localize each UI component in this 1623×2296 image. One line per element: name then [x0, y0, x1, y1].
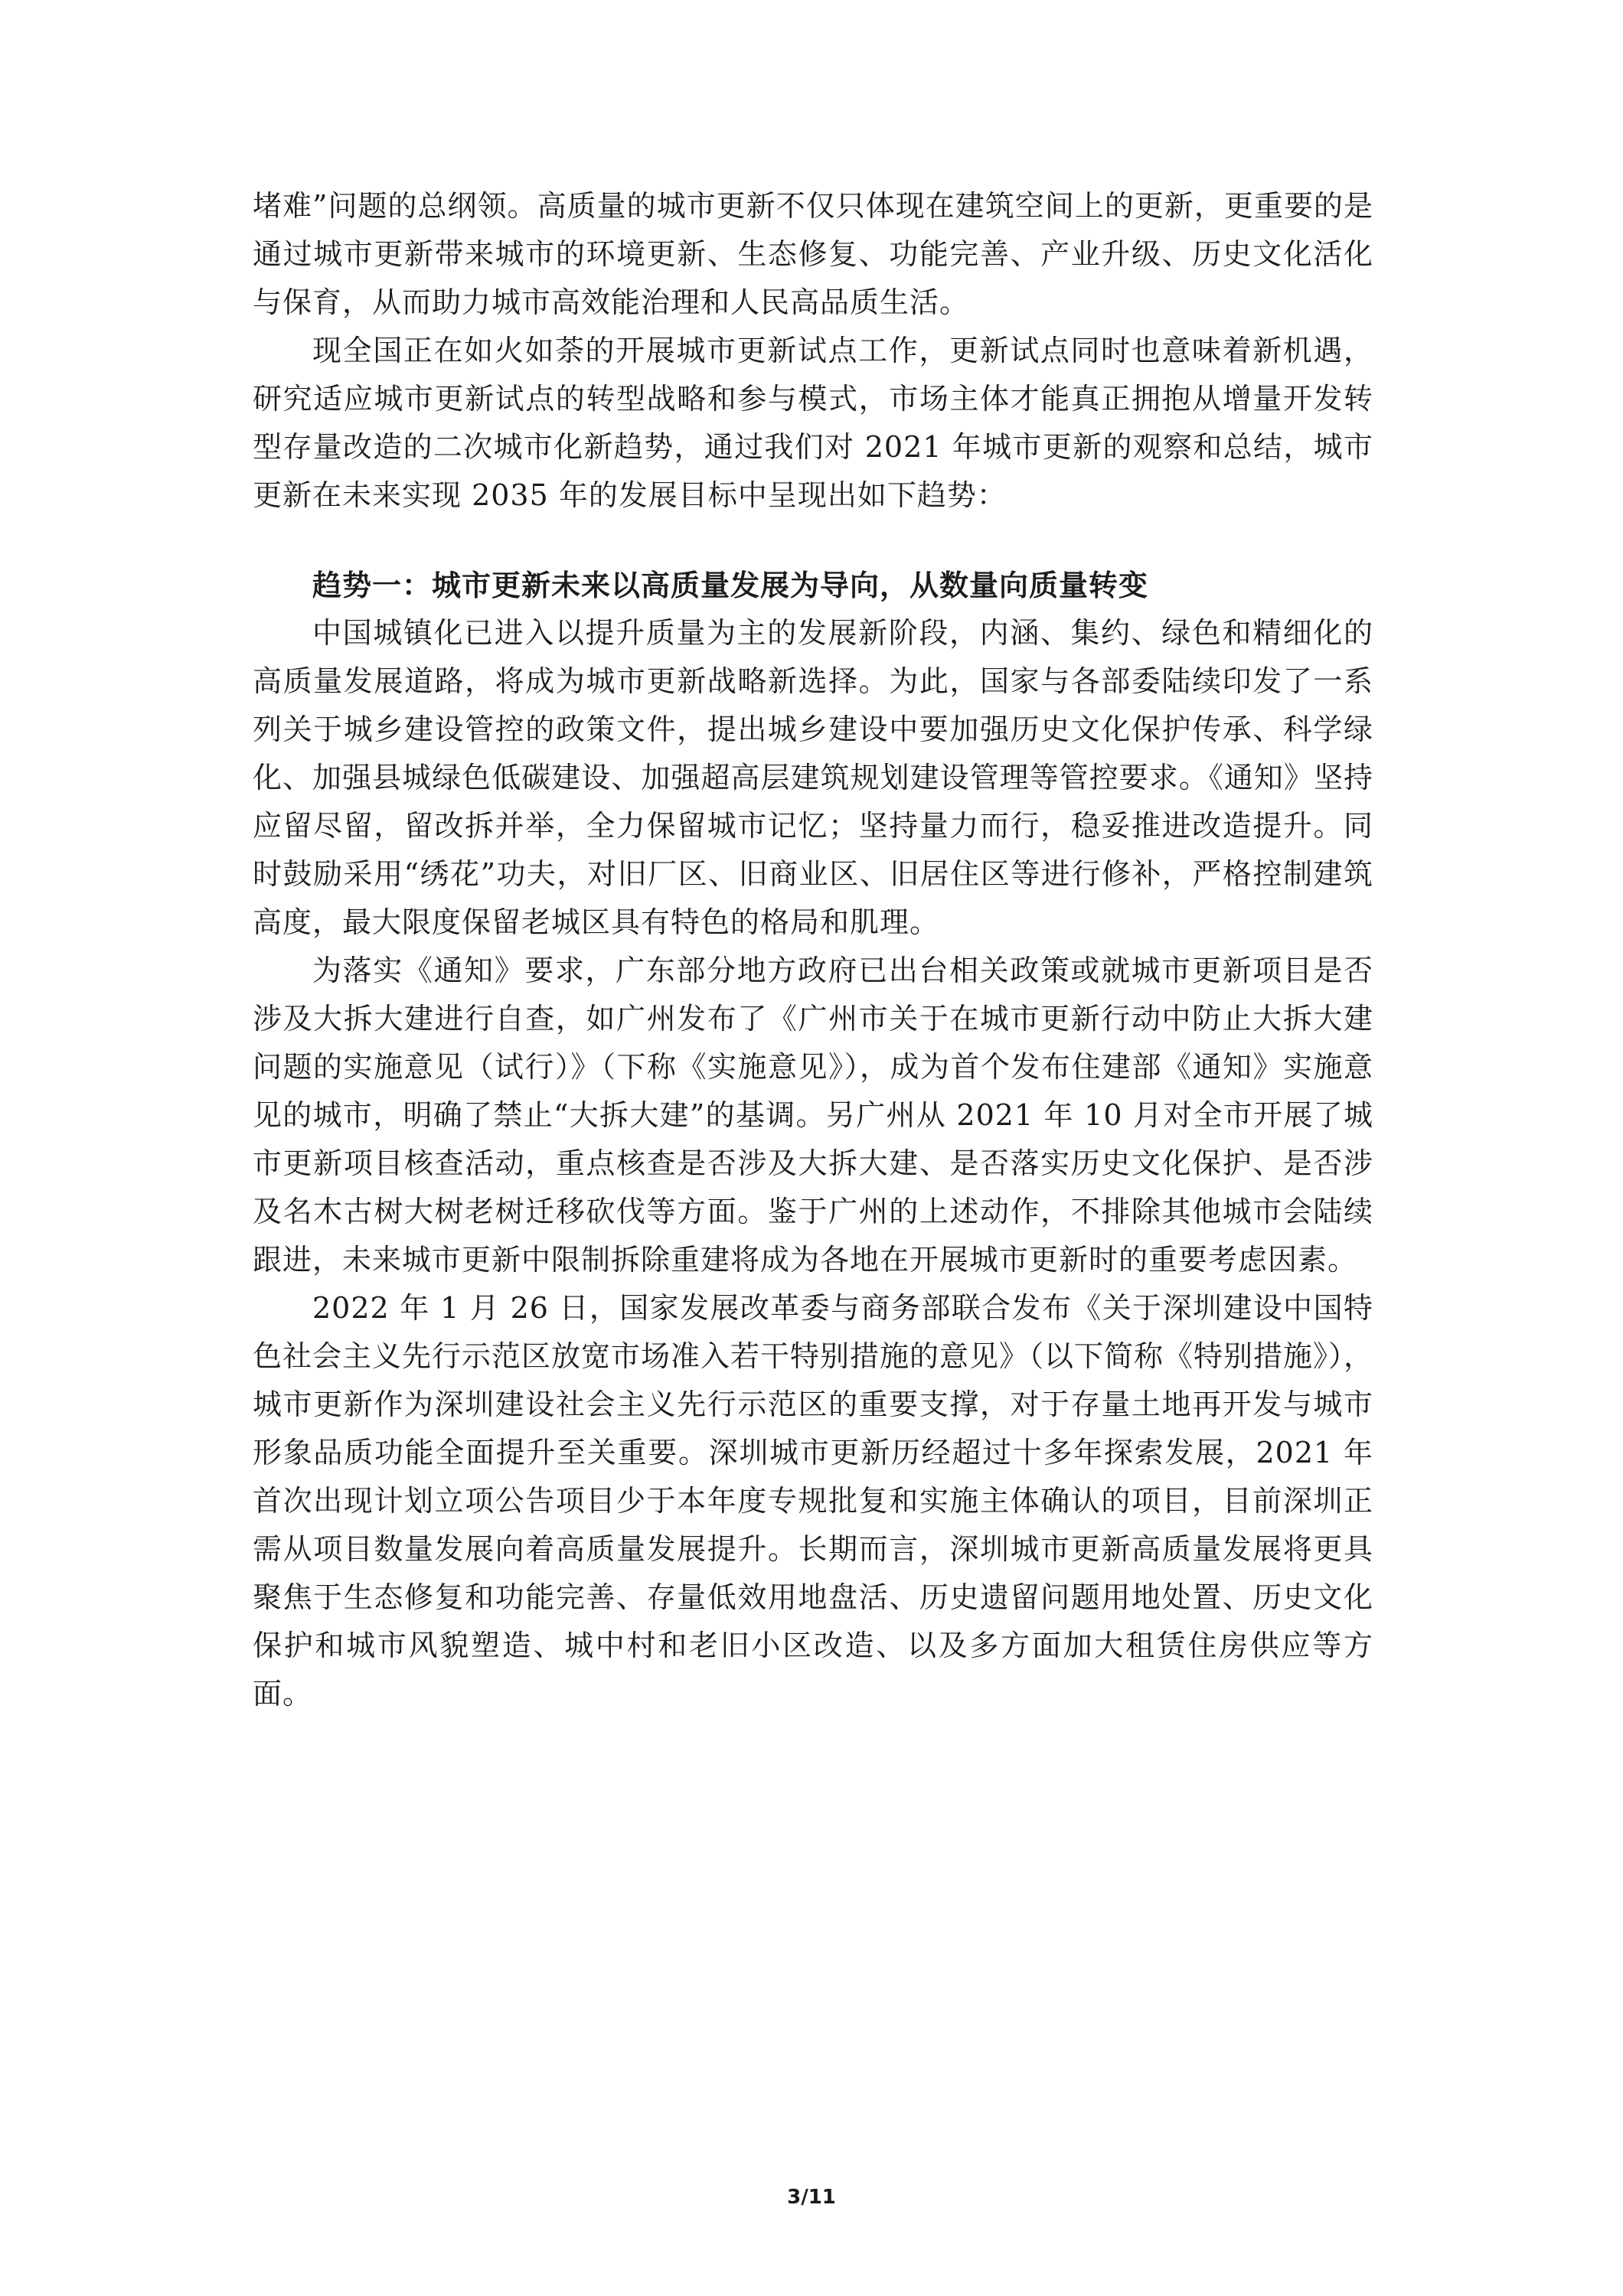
document-body — [253, 182, 1373, 1718]
paragraph-urbanization: 中国城镇化已进入以提升质量为主的发展新阶段，内涵、集约、绿色和精细化的高质量发展道路，将成为城市更新战略新选择。为此，国家与各部委陆续印发了一系列关于城乡建设管控的政策文件，提出城乡建设中要加强历史文化保护传承、科学绿化、加强县城绿色低碳建设、加强超高层建筑规划建设管理等管控要求。《通知》坚持应留尽留，留改拆并举，全力保留城市记忆；坚持量力而行，稳妥推进改造提升。同时鼓励采用“绣花”功夫，对旧厂区、旧商业区、旧居住区等进行修补，严格控制建筑高度，最大限度保留老城区具有特色的格局和肌理。 — [253, 616, 1373, 939]
paragraph-continued: 堵难”问题的总纲领。高质量的城市更新不仅只体现在建筑空间上的更新，更重要的是通过城市更新带来城市的环境更新、生态修复、功能完善、产业升级、历史文化活化与保育，从而助力城市高效能治理和人民高品质生活。 — [253, 189, 1373, 319]
paragraph-pilot-work: 现全国正在如火如荼的开展城市更新试点工作，更新试点同时也意味着新机遇，研究适应城市更新试点的转型战略和参与模式，市场主体才能真正拥抱从增量开发转型存量改造的二次城市化新趋势，通过我们对 2021 年城市更新的观察和总结，城市更新在未来实现 2035 年的发展目标中呈现出如下趋势： — [253, 334, 1373, 512]
section-heading-trend-one: 趋势一：城市更新未来以高质量发展为导向，从数量向质量转变 — [312, 568, 1149, 602]
page-number: 3/11 — [787, 2186, 836, 2209]
paragraph-guangdong: 为落实《通知》要求，广东部分地方政府已出台相关政策或就城市更新项目是否涉及大拆大建进行自查，如广州发布了《广州市关于在城市更新行动中防止大拆大建问题的实施意见（试行）》（下称《实施意见》），成为首个发布住建部《通知》实施意见的城市，明确了禁止“大拆大建”的基调。另广州从 2021 年 10 月对全市开展了城市更新项目核查活动，重点核查是否涉及大拆大建、是否落实历史文化保护、是否涉及名木古树大树老树迁移砍伐等方面。鉴于广州的上述动作，不排除其他城市会陆续跟进，未来城市更新中限制拆除重建将成为各地在开展城市更新时的重要考虑因素。 — [253, 954, 1373, 1277]
paragraph-shenzhen: 2022 年 1 月 26 日，国家发展改革委与商务部联合发布《关于深圳建设中国特色社会主义先行示范区放宽市场准入若干特别措施的意见》（以下简称《特别措施》），城市更新作为深圳建设社会主义先行示范区的重要支撑，对于存量土地再开发与城市形象品质功能全面提升至关重要。深圳城市更新历经超过十多年探索发展，2021 年首次出现计划立项公告项目少于本年度专规批复和实施主体确认的项目，目前深圳正需从项目数量发展向着高质量发展提升。长期而言，深圳城市更新高质量发展将更具聚焦于生态修复和功能完善、存量低效用地盘活、历史遗留问题用地处置、历史文化保护和城市风貌塑造、城中村和老旧小区改造、以及多方面加大租赁住房供应等方面。 — [253, 1291, 1374, 1711]
